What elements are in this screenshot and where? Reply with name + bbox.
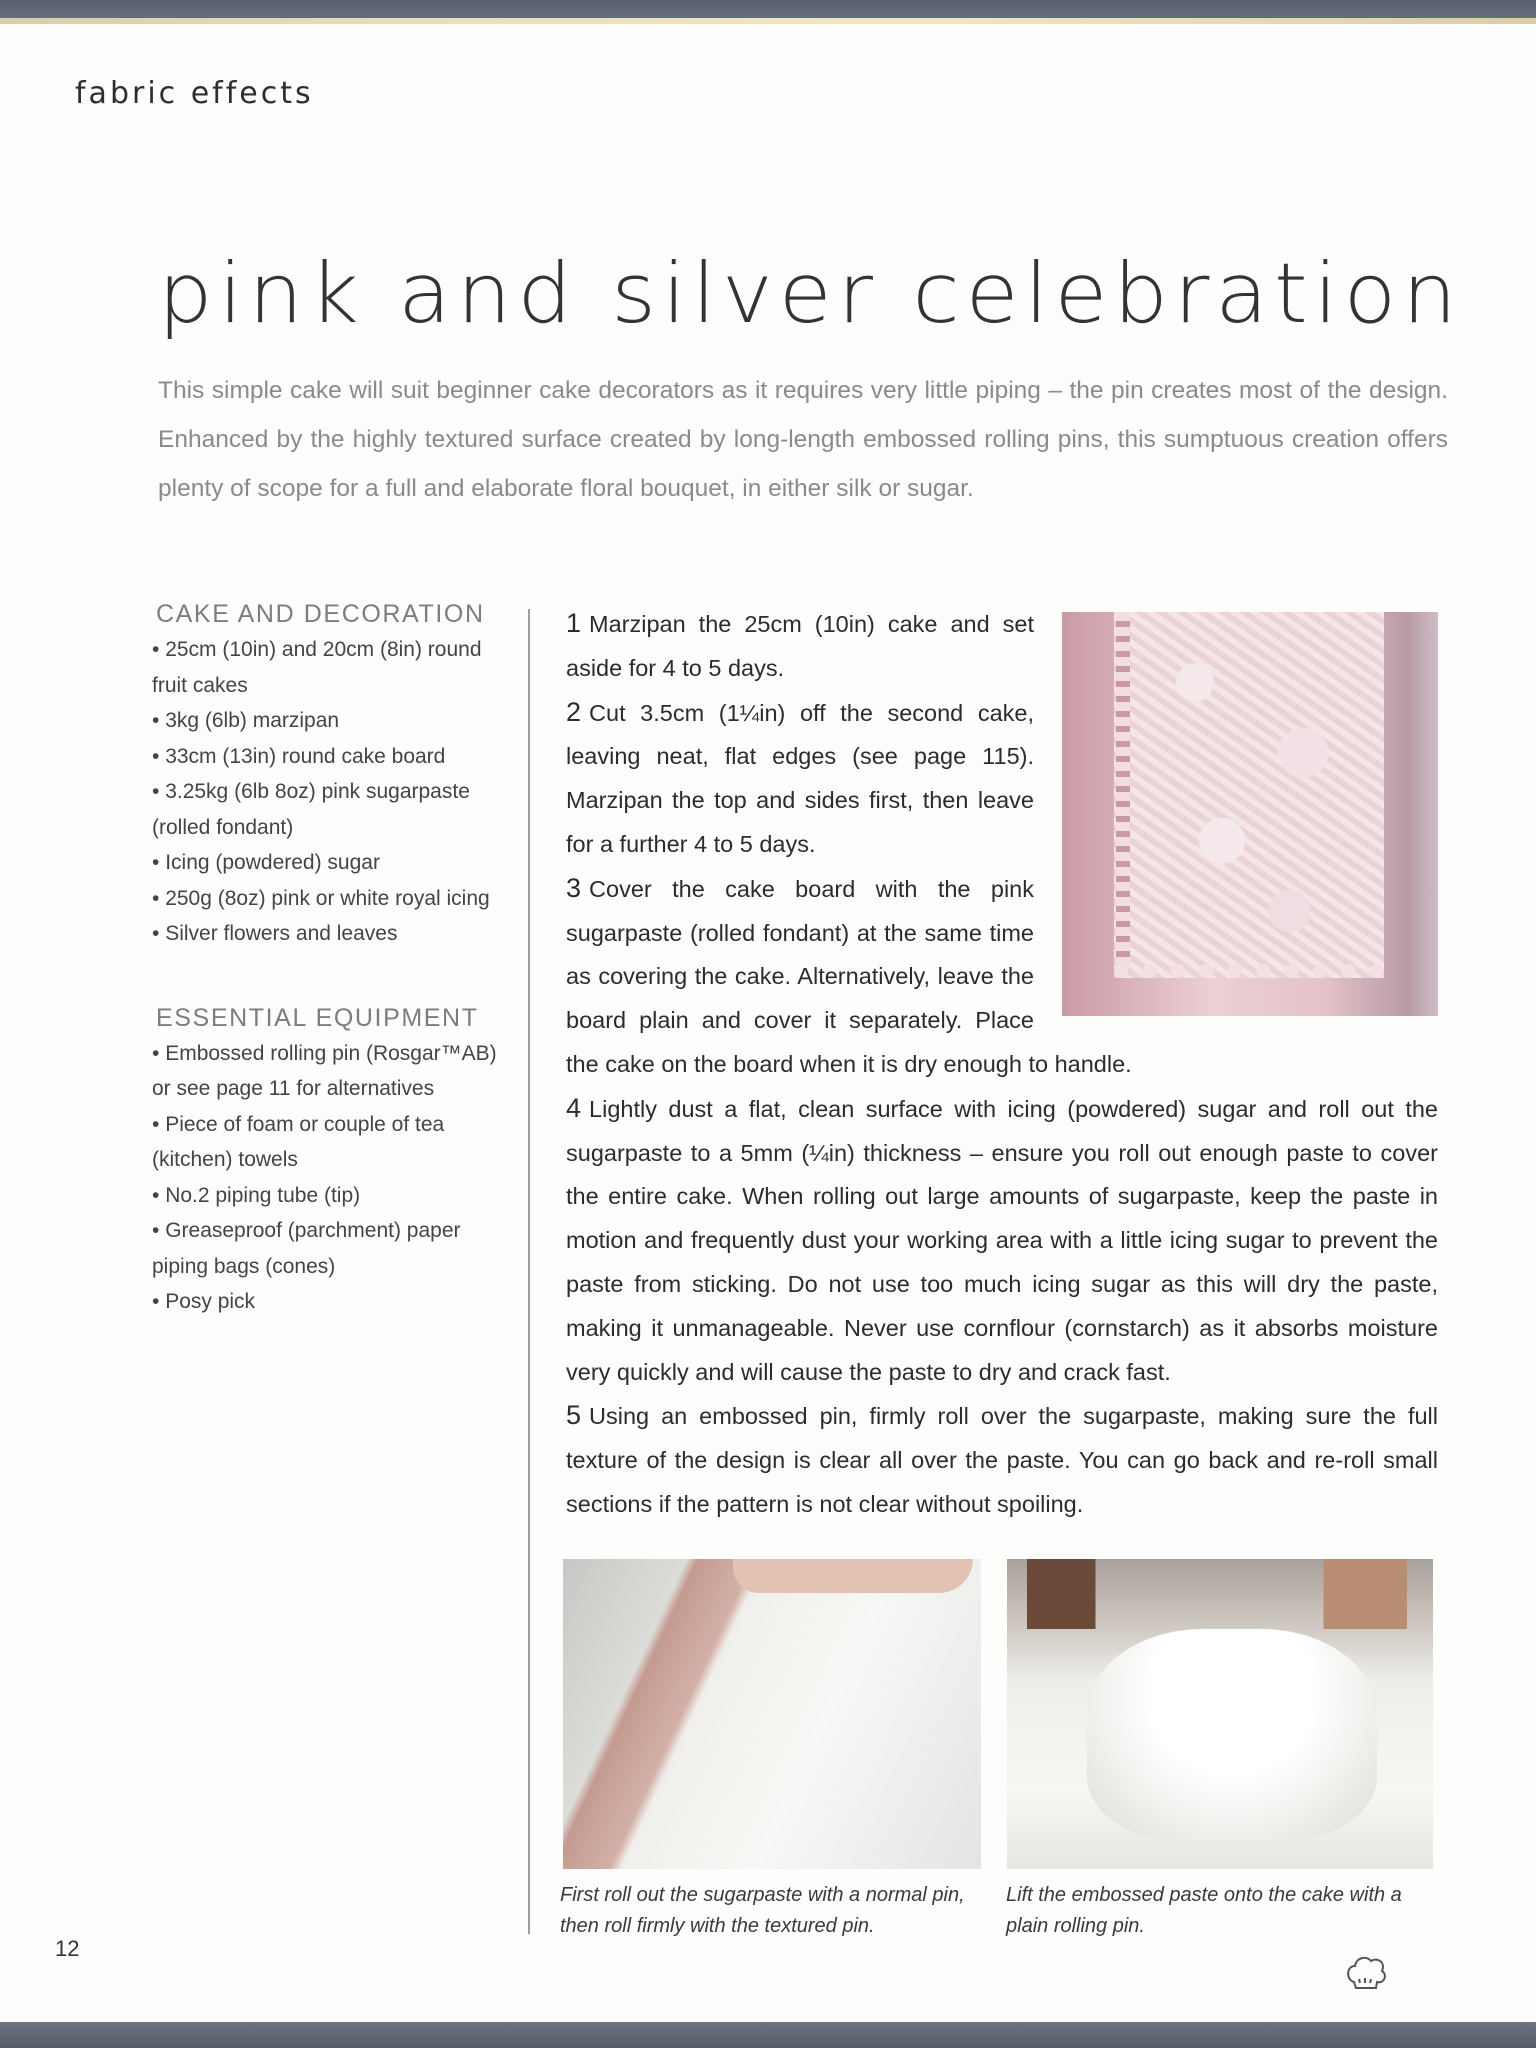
scan-top-edge (0, 0, 1536, 24)
method-steps (566, 602, 1438, 1527)
list-item: • Silver flowers and leaves (152, 916, 502, 952)
step-number: 1 (566, 608, 582, 638)
step-number: 2 (566, 696, 582, 727)
list-item: • Piece of foam or couple of tea (kitchen) towels (152, 1107, 502, 1178)
step-4 (566, 1087, 1438, 1395)
step-text: Marzipan the 25cm (10in) cake and set aside for 4 to 5 days. (566, 611, 1034, 681)
step-text: Lightly dust a flat, clean surface with icing (powdered) sugar and roll out the sugarpaste to a 5mm (¼in) thickness – ensure you roll out enough paste to cover the entire cake. When rolling out large amounts of sugarpaste, keep the paste in motion and frequently dust your working area with a little icing sugar to prevent the paste from sticking. Do not use too much icing sugar as this will dry the paste, making it unmanageable. Never use cornflour (cornstarch) as it absorbs moisture very quickly and will cause the paste to dry and crack fast. (566, 1095, 1438, 1385)
list-item: • 250g (8oz) pink or white royal icing (152, 881, 502, 917)
page-number: 12 (55, 1936, 80, 1961)
step-text: Cover the cake board with the pink sugarpaste (rolled fondant) at the same time as covering the cake. Alternatively, leave the board plain and cover it separately. Place the cake on the board when it is dry enough to handle. (566, 875, 1132, 1077)
list-item: • Greaseproof (parchment) paper piping bags (cones) (152, 1213, 502, 1284)
running-head: fabric effects (75, 76, 314, 111)
materials-sidebar (152, 596, 502, 1368)
embossed-cake-photo (1062, 612, 1438, 1016)
list-item: • 3.25kg (6lb 8oz) pink sugarpaste (rolled fondant) (152, 774, 502, 845)
step-number: 3 (566, 872, 582, 903)
page-title: pink and silver celebration (158, 246, 1463, 342)
list-item: • 3kg (6lb) marzipan (152, 703, 502, 739)
list-item: • Posy pick (152, 1284, 502, 1320)
scan-bottom-edge (0, 2022, 1536, 2048)
equipment-heading: ESSENTIAL EQUIPMENT (156, 1003, 479, 1032)
lifting-paste-photo (1007, 1559, 1433, 1869)
step-number: 5 (566, 1400, 582, 1431)
ingredients-list (152, 632, 502, 952)
step-5 (566, 1394, 1438, 1526)
list-item: • 33cm (13in) round cake board (152, 739, 502, 775)
list-item: • Icing (powdered) sugar (152, 845, 502, 881)
step-text: Using an embossed pin, firmly roll over the sugarpaste, making sure the full texture of the design is clear all over the paste. You can go back and re-roll small sections if the pattern is not clear without spoiling. (566, 1403, 1438, 1517)
chef-hat-icon (1344, 1952, 1388, 1992)
list-item: • Embossed rolling pin (Rosgar™AB) or see page 11 for alternatives (152, 1036, 502, 1107)
step-number: 4 (566, 1092, 582, 1123)
ingredients-heading: CAKE AND DECORATION (156, 600, 485, 628)
photo-caption-left: First roll out the sugarpaste with a normal pin, then roll firmly with the textured pin. (560, 1884, 965, 1937)
rolling-paste-photo (563, 1559, 981, 1869)
book-page (0, 24, 1536, 2022)
intro-paragraph: This simple cake will suit beginner cake decorators as it requires very little piping – the pin creates most of the design. Enhanced by the highly textured surface created by long-length embossed rolling pins, this sumptuous creation offers plenty of scope for a full and elaborate floral bouquet, in either silk or sugar. (158, 377, 1448, 502)
equipment-list (152, 1036, 502, 1320)
step-text: Cut 3.5cm (1¼in) off the second cake, leaving neat, flat edges (see page 115). Marzipan the top and sides first, then leave for a further 4 to 5 days. (566, 699, 1034, 857)
photo-caption-right: Lift the embossed paste onto the cake with a plain rolling pin. (1006, 1884, 1402, 1937)
list-item: • No.2 piping tube (tip) (152, 1178, 502, 1214)
column-divider (528, 609, 530, 1934)
list-item: • 25cm (10in) and 20cm (8in) round fruit cakes (152, 632, 502, 703)
